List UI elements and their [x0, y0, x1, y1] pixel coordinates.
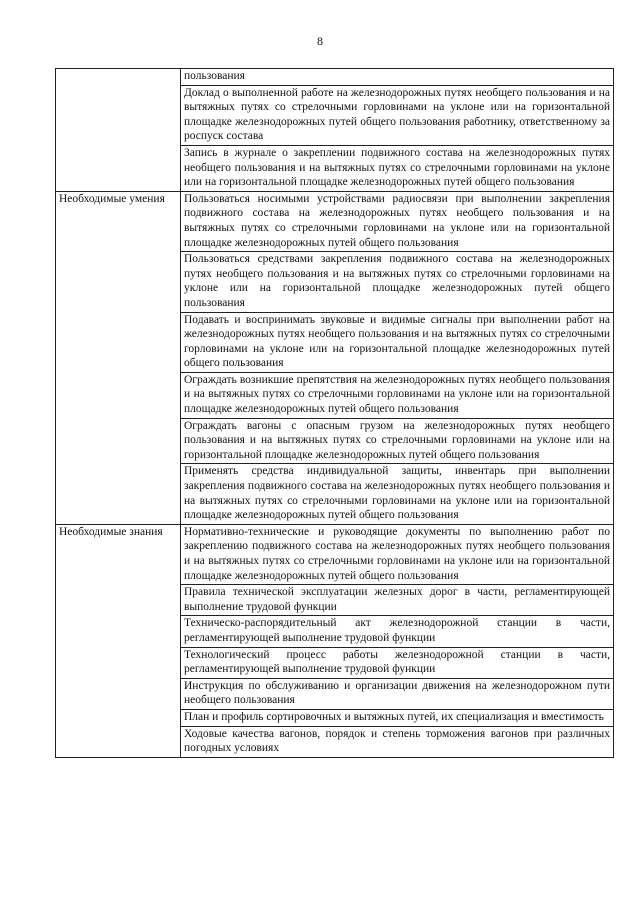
table-body — [56, 69, 614, 758]
item-cell: Нормативно-технические и руководящие документы по выполнению работ по закреплению подвижного состава на железнодорожных путях необщего пользования и на вытяжных путях со стрелочными горловинами на уклоне или на горизонтальной площадке железнодорожных путей общего пользования — [181, 524, 614, 584]
item-cell: Запись в журнале о закреплении подвижного состава на железнодорожных путях необщего пользования и на вытяжных путях со стрелочными горловинами на уклоне или на горизонтальной площадке железнодорожных путей общего пользования — [181, 145, 614, 191]
category-cell — [56, 69, 181, 192]
item-cell: Подавать и воспринимать звуковые и видимые сигналы при выполнении работ на железнодорожных путях необщего пользования и на вытяжных путях со стрелочными горловинами на уклоне или на горизонтальной площадке железнодорожных путей общего пользования — [181, 312, 614, 372]
table-row — [56, 524, 614, 584]
category-cell: Необходимые умения — [56, 191, 181, 524]
item-cell: Ходовые качества вагонов, порядок и степень торможения вагонов при различных погодных условиях — [181, 726, 614, 757]
page-number: 8 — [317, 34, 323, 48]
table-row — [56, 191, 614, 251]
item-cell: пользования — [181, 69, 614, 86]
item-cell: Пользоваться носимыми устройствами радиосвязи при выполнении закрепления подвижного состава на железнодорожных путях необщего пользования и на вытяжных путях со стрелочными горловинами на уклоне или на горизонтальной площадке железнодорожных путей общего пользования — [181, 191, 614, 251]
item-cell: Инструкция по обслуживанию и организации движения на железнодорожном пути необщего пользования — [181, 678, 614, 709]
item-cell: Технологический процесс работы железнодорожной станции в части, регламентирующей выполнение трудовой функции — [181, 647, 614, 678]
item-cell: Ограждать возникшие препятствия на железнодорожных путях необщего пользования и на вытяжных путях со стрелочными горловинами на уклоне или на горизонтальной площадке железнодорожных путей общего пользования — [181, 372, 614, 418]
item-cell: Ограждать вагоны с опасным грузом на железнодорожных путях необщего пользования и на вытяжных путях со стрелочными горловинами на уклоне или на горизонтальной площадке железнодорожных путей общего пользования — [181, 418, 614, 464]
item-cell: Пользоваться средствами закрепления подвижного состава на железнодорожных путях необщего пользования и на вытяжных путях со стрелочными горловинами на уклоне или на горизонтальной площадке железнодорожных путей общего пользования — [181, 252, 614, 312]
item-cell: Доклад о выполненной работе на железнодорожных путях необщего пользования и на вытяжных путях со стрелочными горловинами на уклоне или на горизонтальной площадке железнодорожных путей общего пользования работнику, ответственному за роспуск состава — [181, 85, 614, 145]
item-cell: План и профиль сортировочных и вытяжных путей, их специализация и вместимость — [181, 709, 614, 726]
table-row — [56, 69, 614, 86]
requirements-table — [55, 68, 614, 758]
item-cell: Применять средства индивидуальной защиты, инвентарь при выполнении закрепления подвижного состава на железнодорожных путях необщего пользования и на вытяжных путях со стрелочными горловинами на уклоне или на горизонтальной площадке железнодорожных путей общего пользования — [181, 464, 614, 524]
item-cell: Техническо-распорядительный акт железнодорожной станции в части, регламентирующей выполнение трудовой функции — [181, 616, 614, 647]
category-cell: Необходимые знания — [56, 524, 181, 757]
item-cell: Правила технической эксплуатации железных дорог в части, регламентирующей выполнение трудовой функции — [181, 585, 614, 616]
